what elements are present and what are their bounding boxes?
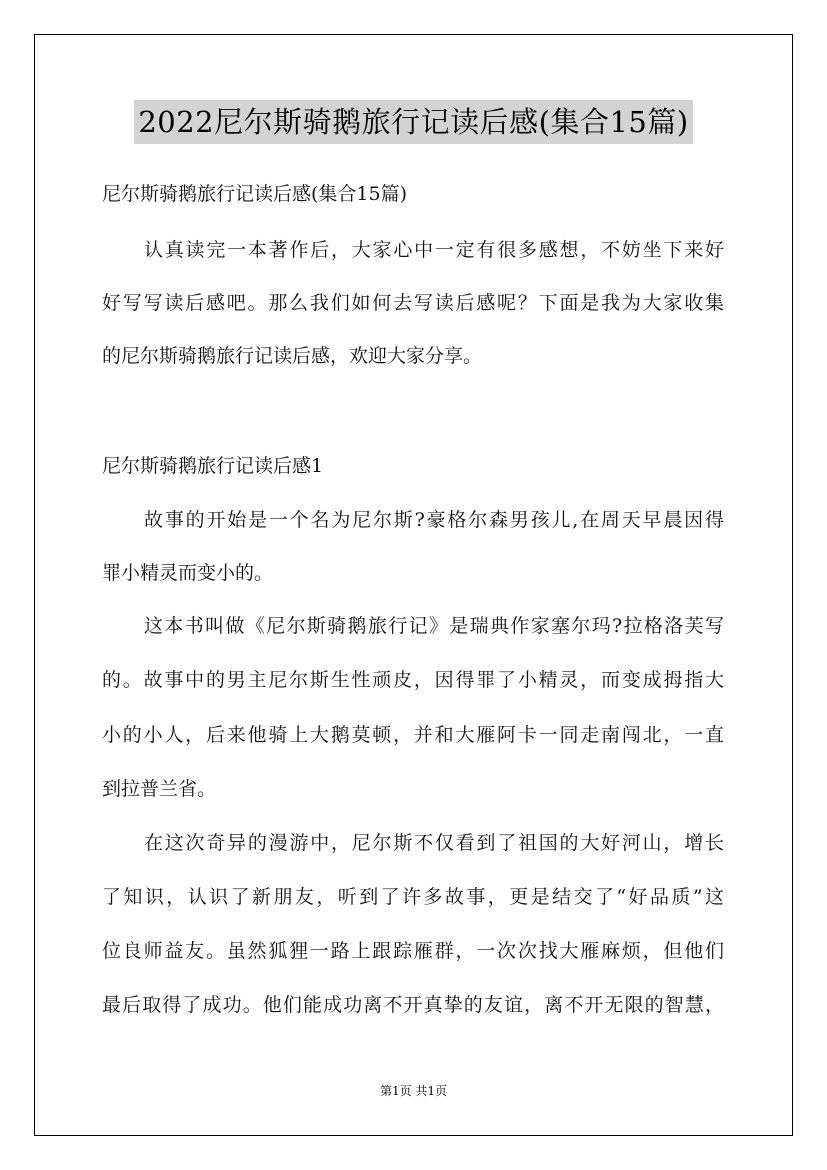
paragraph-line: 故事的开始是一个名为尼尔斯?豪格尔森男孩儿,在周天早晨因得 [144,509,724,531]
section-heading: 尼尔斯骑鹅旅行记读后感1 [102,455,324,477]
paragraph-line: 这本书叫做《尼尔斯骑鹅旅行记》是瑞典作家塞尔玛?拉格洛芙写 [144,615,724,637]
document-title: 2022尼尔斯骑鹅旅行记读后感(集合15篇) [134,100,692,144]
intro-line: 好写写读后感吧。那么我们如何去写读后感呢？下面是我为大家收集 [102,292,724,314]
paragraph-line: 在这次奇异的漫游中，尼尔斯不仅看到了祖国的大好河山，增长 [144,832,724,854]
document-subtitle: 尼尔斯骑鹅旅行记读后感(集合15篇) [102,183,408,205]
paragraph-line: 了知识，认识了新朋友，听到了许多故事，更是结交了“好品质”这 [102,886,724,908]
page-footer: 第1页 共1页 [379,1084,448,1098]
paragraph-line: 最后取得了成功。他们能成功离不开真挚的友谊，离不开无限的智慧， [102,994,724,1016]
paragraph-line: 的。故事中的男主尼尔斯生性顽皮，因得罪了小精灵，而变成拇指大 [102,669,724,691]
title-container [0,100,827,144]
paragraph-line: 罪小精灵而变小的。 [102,562,274,584]
paragraph-line: 位良师益友。虽然狐狸一路上跟踪雁群，一次次找大雁麻烦，但他们 [102,940,724,962]
paragraph-line: 到拉普兰省。 [102,778,217,800]
intro-line: 认真读完一本著作后，大家心中一定有很多感想，不妨坐下来好 [144,239,724,261]
paragraph-line: 小的小人，后来他骑上大鹅莫顿，并和大雁阿卡一同走南闯北，一直 [102,724,724,746]
intro-line: 的尼尔斯骑鹅旅行记读后感，欢迎大家分享。 [102,345,483,367]
